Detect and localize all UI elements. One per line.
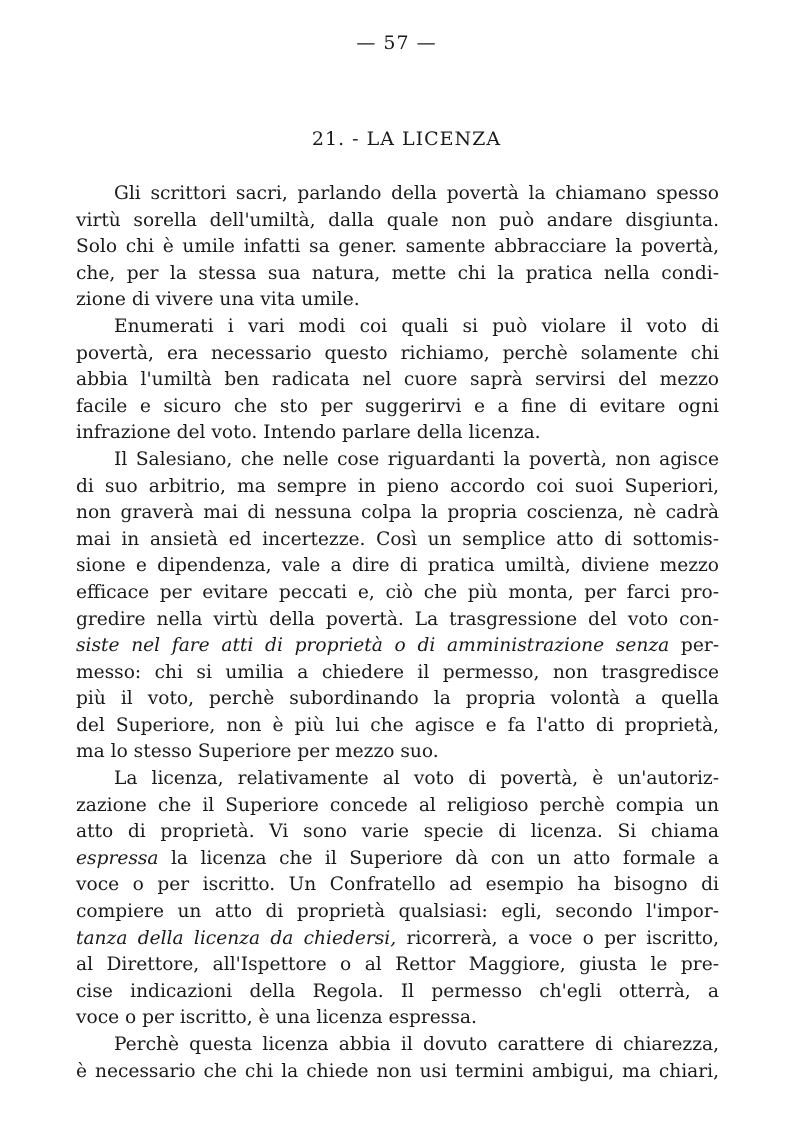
text-line: facile e sicuro che sto per suggerirvi e a fine di evitare ogni xyxy=(76,395,719,417)
text-line: sione e dipendenza, vale a dire di pratica umiltà, diviene mezzo xyxy=(76,555,719,577)
text-line: abbia l'umiltà ben radicata nel cuore saprà servirsi del mezzo xyxy=(76,369,719,391)
text-line: è necessario che chi la chiede non usi termini ambigui, ma chiari, xyxy=(76,1060,719,1082)
text-line: efficace per evitare peccati e, ciò che più monta, per farci pro- xyxy=(76,581,719,603)
text-line: Gli scrittori sacri, parlando della povertà la chiamano spesso xyxy=(114,183,719,204)
text-line: Solo chi è umile infatti sa gener. samente abbracciare la povertà, xyxy=(76,236,719,258)
text-line: zione di vivere una vita umile. xyxy=(76,289,360,311)
text-line: zazione che il Superiore concede al religioso perchè compia un xyxy=(76,794,719,816)
text-line: non graverà mai di nessuna colpa la propria coscienza, nè cadrà xyxy=(76,502,719,524)
text-line: Perchè questa licenza abbia il dovuto carattere di chiarezza, xyxy=(114,1034,719,1055)
body-text xyxy=(76,181,719,1085)
text-line: mai in ansietà ed incertezze. Così un semplice atto di sottomis- xyxy=(76,528,719,550)
text-line: al Direttore, all'Ispettore o al Rettor Maggiore, giusta le pre- xyxy=(76,954,719,976)
text-line: compiere un atto di proprietà qualsiasi: egli, secondo l'impor- xyxy=(76,901,719,923)
chapter-title: 21. - LA LICENZA xyxy=(311,128,502,150)
text-line: cise indicazioni della Regola. Il permesso ch'egli otterrà, a xyxy=(76,980,719,1002)
text-line: virtù sorella dell'umiltà, dalla quale non può andare disgiunta. xyxy=(76,209,719,231)
text-line: ma lo stesso Superiore per mezzo suo. xyxy=(76,741,439,763)
text-line: La licenza, relativamente al voto di povertà, è un'autoriz- xyxy=(114,768,719,790)
text-line: del Superiore, non è più lui che agisce e fa l'atto di proprietà, xyxy=(76,714,719,736)
page-number: — 57 — xyxy=(356,32,437,54)
text-line: Enumerati i vari modi coi quali si può violare il voto di xyxy=(114,315,719,337)
text-line: messo: chi si umilia a chiedere il permesso, non trasgredisce xyxy=(76,661,719,683)
text-line: gredire nella virtù della povertà. La trasgressione del voto con- xyxy=(76,608,719,630)
text-line: che, per la stessa sua natura, mette chi la pratica nella condi- xyxy=(76,262,719,284)
text-line: siste nel fare atti di proprietà o di amministrazione senza per- xyxy=(76,635,719,657)
text-line: atto di proprietà. Vi sono varie specie di licenza. Si chiama xyxy=(76,821,719,843)
text-line: voce o per iscritto, è una licenza espressa. xyxy=(76,1007,477,1029)
text-line: espressa la licenza che il Superiore dà con un atto formale a xyxy=(76,847,719,869)
text-line: voce o per iscritto. Un Confratello ad esempio ha bisogno di xyxy=(76,874,719,896)
text-line: povertà, era necessario questo richiamo, perchè solamente chi xyxy=(76,342,719,364)
text-line: più il voto, perchè subordinando la propria volontà a quella xyxy=(76,688,719,710)
text-line: di suo arbitrio, ma sempre in pieno accordo coi suoi Superiori, xyxy=(76,475,719,497)
text-line: Il Salesiano, che nelle cose riguardanti la povertà, non agisce xyxy=(114,448,719,470)
text-line: tanza della licenza da chiedersi, ricorrerà, a voce o per iscritto, xyxy=(76,927,719,949)
text-line: infrazione del voto. Intendo parlare della licenza. xyxy=(76,422,541,444)
